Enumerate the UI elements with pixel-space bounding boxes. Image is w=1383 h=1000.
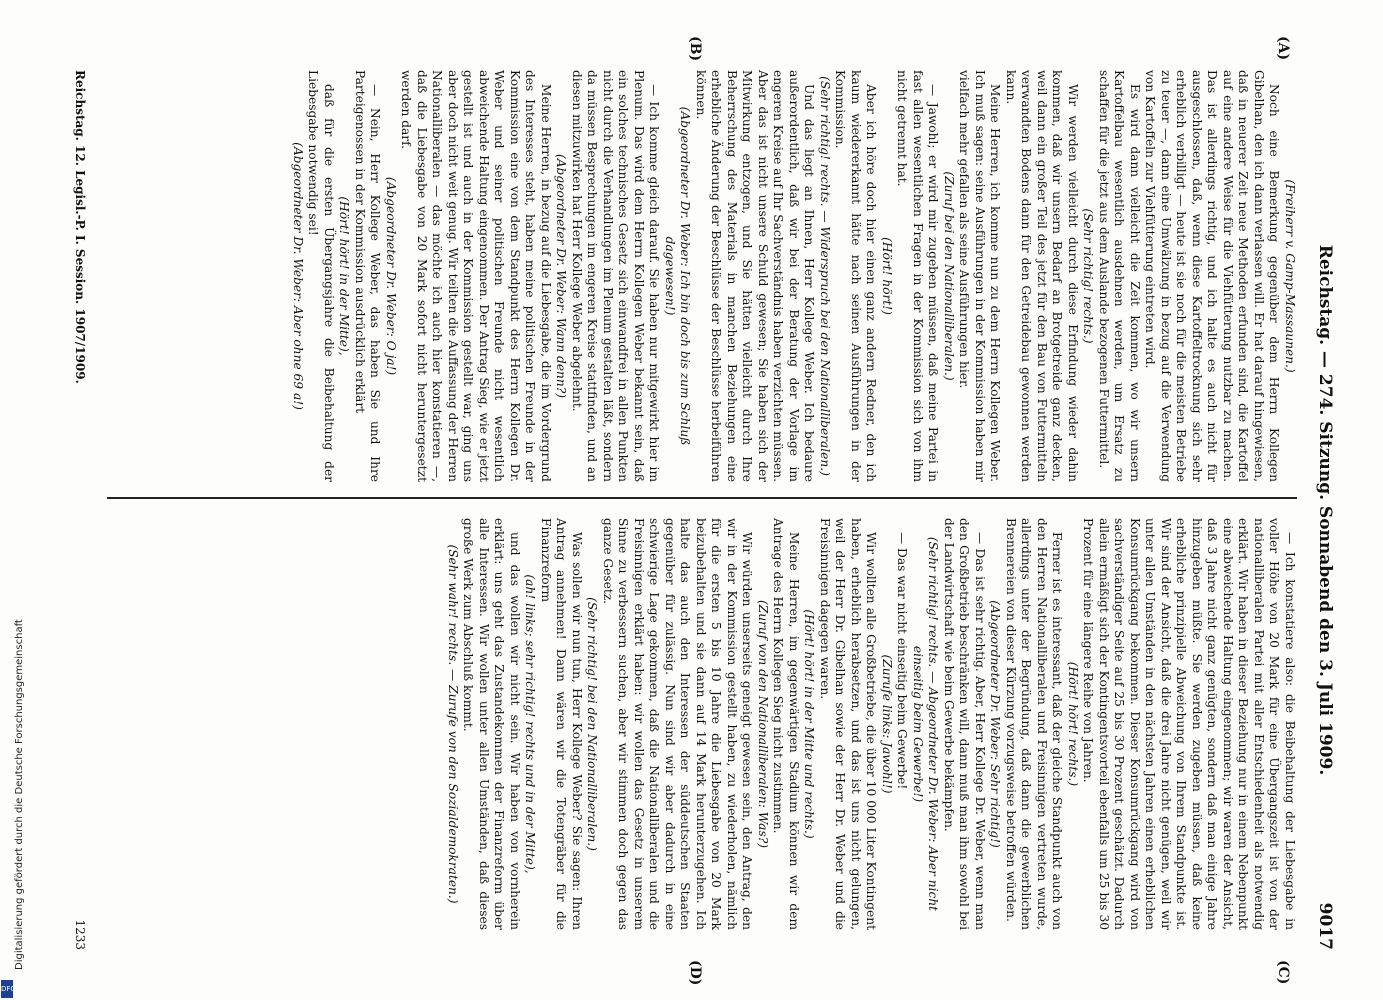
paragraph: Ferner ist es interessant, daß der gleiche Standpunkt auch von den Herren Nationalliberalen und Freisinnigen vertreten wurde, allerdings unter der Begründung, daß dann die gewerblichen Brennereien von dieser Kürzung vorzugsweise betroffen würden. — [1004, 518, 1065, 930]
interjection: (ah! links; sehr richtig! rechts und in der Mitte), — [523, 574, 538, 874]
page-number: 9017 — [1315, 902, 1335, 950]
paragraph: Wir wollten alle Großbetriebe, die über 10 000 Liter Kontingent haben, erheblich herabsetzen, und das ist uns nicht gelungen, weil der Herr Dr. Gibelhan sowie der Herr Dr. Weber und die Freisinnigen dagegen waren. — [818, 518, 879, 930]
dfg-logo: DFG — [1, 980, 13, 998]
paragraph: Wir würden unserseits geneigt gewesen sein, den Antrag, den wir in der Kommission gestellt haben, zu wiederholen, nämlich für die ersten 5 bis 10 Jahre die Liebesgabe von 20 Mark beizubehalten und sie dann auf 14 Mark herunterzugehen. Ich halte das auch den Interessen der süddeutschen Staaten gegenüber für zulässig. Nun sind wir aber dadurch in eine schwierige Lage gekommen, daß die Nationalliberalen und die Freisinnigen erklärt haben: wir wollen das Gesetz in unserem Sinne zu verbessern suchen, aber wir stimmen doch gegen das ganze Gesetz. — [601, 518, 755, 930]
interjection: (Abgeordneter Dr. Weber: Sehr richtig!) — [988, 600, 1003, 848]
footer-session-info: Reichstag. 12. Legisl.-P. I. Session. 1907/1909. — [73, 70, 87, 384]
paragraph: Es wird dann vielleicht die Zeit kommen, wo wir unsern Kartoffelbau wesentlich ausdehnen werden, um Ersatz zu schaffen für die jetzt aus dem Auslande bezogenen Futtermittel. — [1097, 70, 1142, 482]
interjection: (Hört! hört! in der Mitte), — [337, 196, 352, 356]
interjection: (Sehr richtig! bei den Nationalliberalen.) — [585, 597, 600, 851]
margin-letter-d: (D) — [687, 960, 703, 986]
margin-letter-a: (A) — [1275, 36, 1291, 61]
paragraph: — Das ist sehr richtig. Aber, Herr Kollege Dr. Weber, wenn man den Großbetrieb beschränken will, dann muß man ihm sowohl bei der Landwirtschaft wie beim Gewerbe bekämpfen. — [942, 518, 987, 930]
interjection: (Freiherr v. Gamp-Massaunen.) — [1283, 179, 1297, 373]
interjection: (Abgeordneter Dr. Weber: O ja!) — [384, 176, 398, 376]
paragraph: — Jawohl; er wird mir zugeben müssen, daß meine Partei in fast allen wesentlichen Fragen in der Kommission sich von ihm nicht getrennt hat. — [895, 70, 941, 482]
interjection: (Zuruf bei den Nationalliberalen.) — [942, 171, 956, 381]
paragraph: Meine Herren, ich komme nun zu dem Herrn Kollegen Weber. Ich muß sagen: seine Ausführungen in der Kommission haben mir vielfach mehr gefallen als seine Ausführungen hier. — [957, 70, 1003, 482]
interjection: (Sehr richtig! rechts.) — [1081, 208, 1096, 344]
paragraph: daß für die ersten Übergangsjahre die Beibehaltung der Liebesgabe notwendig sei! — [306, 70, 336, 482]
interjection: (Abgeordneter Dr. Weber: Wann denn?) — [554, 153, 569, 399]
paragraph: — Das war nicht einseitig beim Gewerbe! — [895, 532, 910, 790]
paragraph: und das wollen wir nicht sein. Wir haben von vornherein erklärt: uns geht das Zustandekommen der Finanzreform über alle Interessen. Wir wollen unter allen Umständen, daß dieses große Werk zum Abschluß kommt. — [461, 518, 522, 930]
interjection: (Hört! hört!) — [880, 237, 894, 315]
column-divider — [107, 497, 1297, 499]
side-credit-strip — [0, 600, 25, 1000]
paragraph: Meine Herren, in bezug auf die Liebesgabe, die im Vordergrund des Interesses steht, haben meine politischen Freunde in der Kommission eine von dem Standpunkt des Herrn Kollegen Dr. Weber und seiner politischen Freunde nicht wesentlich abweichende Haltung eingenommen. Der Antrag Sieg, wie er jetzt gestellt ist und auch in der Kommission gestellt war, ging uns aber doch nicht weit genug. Wir teilten die Auffassung der Herren Nationalliberalen — das möchte ich auch hier konstatieren —, daß die Liebesgabe von 20 Mark sofort nicht heruntergesetzt werden darf. — [399, 70, 553, 482]
header-title: Reichstag. — 274. Sitzung. Sonnabend den 3. Juli 1909. — [1315, 244, 1335, 776]
digitization-credit: Digitalisierung gefördert durch die Deutsche Forschungsgemeinschaft — [14, 619, 25, 970]
paragraph: Aber ich höre doch hier einen ganz andern Redner, den ich kaum wiedererkannt hätte nach seinen Ausführungen in der Kommission. — [833, 70, 879, 482]
interjection: (Hört! hört! rechts.) — [1066, 661, 1080, 787]
left-text-column — [290, 70, 1298, 482]
paragraph: Und das liegt an Ihnen, Herr Kollege Weber. Ich bedaure außerordentlich, daß wir bei der Beratung der Vorlage im engeren Kreise auf Ihr Sachverständnis haben verzichten müssen. Aber das ist nicht unsere Schuld gewesen; Sie haben sich der Mitwirkung entzogen, und Sie hätten vielleicht durch Ihre Beherrschung des Materials in manchen Beziehungen eine erhebliche Änderung der Beschlüsse der Beschlüsse herbeiführen können. — [694, 70, 817, 482]
interjection: (Abgeordneter Dr. Weber: Aber ohne 69 a!) — [291, 142, 305, 410]
interjection: (Hört! hört! in der Mitte und rechts.) — [802, 609, 817, 839]
paragraph: Wir werden vielleicht durch diese Erfindung wieder dahin kommen, daß wir unsern Bedarf an Brotgetreide ganz decken, weil dann ein großer Teil des jetzt für den Bau von Futtermitteln verwandten Bodens dann für den Getreidebau gewonnen werden kann. — [1004, 70, 1080, 482]
page-header — [1313, 70, 1335, 950]
interjection: (Sehr richtig! rechts. — Abgeordneter Dr. Weber: Aber nicht einseitig beim Gewerbe!) — [911, 536, 941, 912]
right-text-column — [445, 518, 1298, 930]
footer-page-number: 1233 — [73, 919, 87, 950]
interjection: (Zurufe links: Jawohl!) — [880, 654, 894, 794]
interjection: (Sehr richtig! rechts. — Widerspruch bei den Nationalliberalen.) — [818, 76, 832, 476]
interjection: (Abgeordneter Dr. Weber: Ich bin doch bis zum Schluß dagewesen!) — [663, 106, 693, 446]
paragraph: Noch eine Bemerkung gegenüber dem Herrn Kollegen Gibelhan, den ich dann verlassen will. Er hat darauf hingewiesen, daß in neuerer Zeit neue Methoden erfunden sind, die Kartoffel auf eine andere Weise für die Viehfütterung nutzbar zu machen. Das ist allerdings richtig, und ich halte es auch nicht für ausgeschlossen, daß, wenn diese Kartoffeltrocknung sich sehr erheblich verbilligt — heute ist sie noch für die meisten Betriebe zu teuer —, dann eine Umwälzung in bezug auf die Verwendung von Kartoffeln zur Viehfütterung eintreten wird. — [1143, 70, 1282, 482]
margin-letter-c: (C) — [1275, 960, 1291, 985]
paragraph: Was sollen wir nun tun, Herr Kollege Weber? Sie sagen: Ihren Antrag annehmen! Dann wären wir die Totengräber für die Finanzreform — [539, 518, 584, 930]
interjection: (Sehr wahr! rechts. — Zurufe von den Sozialdemokraten.) — [446, 544, 460, 904]
paragraph: — Ich konstatiere also: die Beibehaltung der Liebesgabe in voller Höhe von 20 Mark für eine Übergangszeit ist von der nationalliberalen Partei mit aller Entschiedenheit als notwendig erklärt. Wir haben in dieser Beziehung nur in einem Nebenpunkt eine abweichende Haltung eingenommen; wir waren der Ansicht, daß 3 Jahre nicht ganz genügten, sondern daß man einige Jahre hinzugeben müßte. Sie werden zugeben müssen, daß keine erhebliche prinzipielle Abweichung von Ihrem Standpunkte ist. Wir sind der Ansicht, daß die drei Jahre nicht genügen, weil wir unter allen Umständen in den nächsten Jahren einen erheblichen Konsumrückgang bekommen. Dieser Konsumrückgang wird von sachverständiger Seite auf 25 bis 30 Prozent geschätzt. Dadurch allein ermäßigt sich der Kontingentsvorteil ebenfalls um 25 bis 30 Prozent für eine längere Reihe von Jahren. — [1081, 518, 1297, 930]
paragraph: Meine Herren, im gegenwärtigen Stadium können wir dem Antrage des Herrn Kollegen Sieg nicht zustimmen. — [771, 518, 801, 930]
margin-letter-b: (B) — [687, 36, 703, 62]
interjection: (Zuruf von den Nationalliberalen: Was?) — [756, 599, 770, 848]
paragraph: — Nein, Herr Kollege Weber, das haben Sie und Ihre Parteigenossen in der Kommission ausdrücklich erklärt — [353, 70, 383, 482]
paragraph: — Ich komme gleich darauf. Sie haben nur mitgewirkt hier im Plenum. Das wird dem Herrn Kollegen Weber bekannt sein, daß ein solches technisches Gesetz sich einwandfrei in allen Punkten nicht durch die Verhandlungen im Plenum gestalten läßt, sondern da müssen Besprechungen im engeren Kreise stattfinden, und an diesen mitzuwirken hat Herr Kollege Weber abgelehnt. — [570, 70, 662, 482]
